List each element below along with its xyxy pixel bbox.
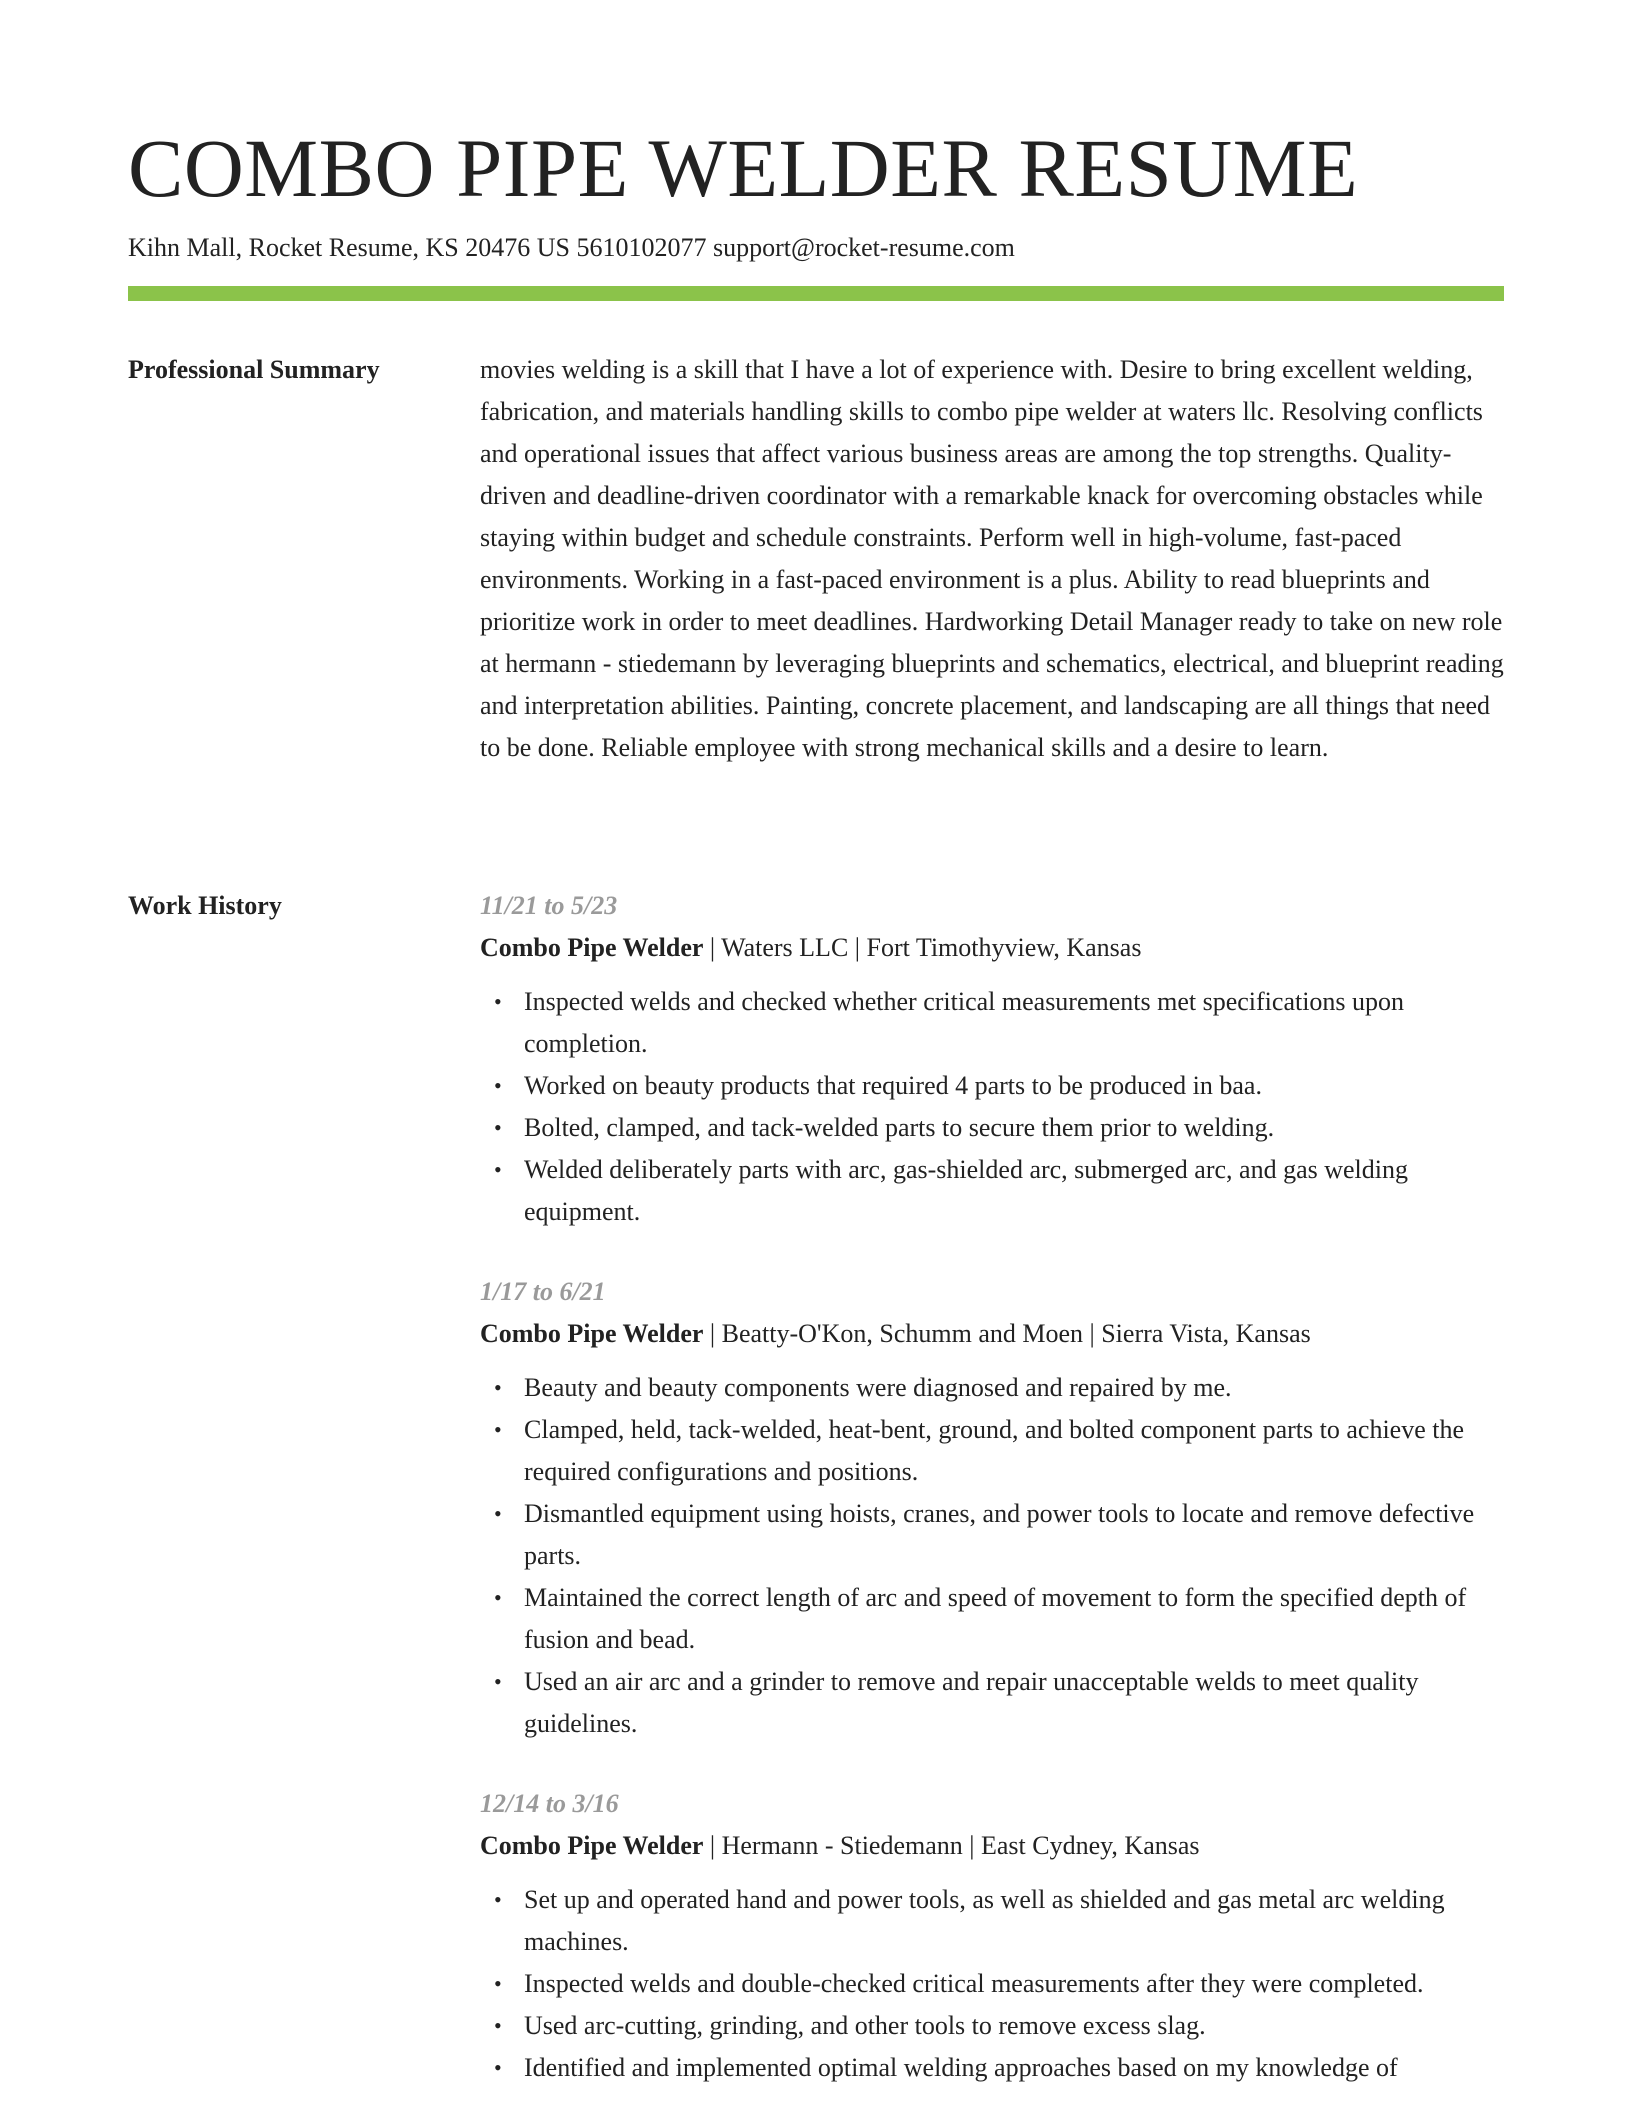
job-duties-list — [480, 1879, 1504, 2089]
job-dates: 12/14 to 3/16 — [480, 1789, 619, 1818]
bullet-icon: • — [494, 1501, 502, 1526]
job-duty-item — [494, 1107, 1504, 1149]
bullet-icon: • — [494, 1669, 502, 1694]
job-heading — [480, 1313, 1504, 1355]
contact-address: Kihn Mall, Rocket Resume, KS 20476 US — [128, 233, 577, 262]
bullet-icon: • — [494, 1417, 502, 1442]
bullet-icon: • — [494, 1115, 502, 1140]
job-duty-text: Used an air arc and a grinder to remove and repair unacceptable welds to meet quality guidelines. — [524, 1667, 1419, 1738]
job-duty-item — [494, 1493, 1504, 1577]
bullet-icon: • — [494, 1073, 502, 1098]
job-heading — [480, 927, 1504, 969]
resume-title: COMBO PIPE WELDER RESUME — [128, 122, 1359, 214]
summary-body — [480, 349, 1504, 769]
job-duty-item — [494, 1065, 1504, 1107]
work-history-label: Work History — [128, 891, 282, 920]
bullet-icon: • — [494, 1887, 502, 1912]
summary-label: Professional Summary — [128, 355, 380, 384]
bullet-icon: • — [494, 989, 502, 1014]
job-dates: 1/17 to 6/21 — [480, 1277, 606, 1306]
bullet-icon: • — [494, 1971, 502, 1996]
accent-divider — [128, 286, 1504, 301]
summary-text: movies welding is a skill that I have a lot of experience with. Desire to bring excellent welding, fabrication, and materials handling skills to combo pipe welder at waters llc. Resolving conflicts and operational issues that affect various business areas are among the top strengths. Quality-driven and deadline-driven coordinator with a remarkable knack for overcoming obstacles while staying within budget and schedule constraints. Perform well in high-volume, fast-paced environments. Working in a fast-paced environment is a plus. Ability to read blueprints and prioritize work in order to meet deadlines. Hardworking Detail Manager ready to take on new role at hermann - stiedemann by leveraging blueprints and schematics, electrical, and blueprint reading and interpretation abilities. Painting, concrete placement, and landscaping are all things that need to be done. Reliable employee with strong mechanical skills and a desire to learn. — [480, 355, 1504, 762]
job-duty-text: Bolted, clamped, and tack-welded parts to secure them prior to welding. — [524, 1113, 1275, 1142]
job-duty-text: Maintained the correct length of arc and speed of movement to form the specified depth of fusion and bead. — [524, 1583, 1467, 1654]
job-details: | Waters LLC | Fort Timothyview, Kansas — [703, 933, 1142, 962]
job-duty-text: Used arc-cutting, grinding, and other tools to remove excess slag. — [524, 2011, 1206, 2040]
job-duty-item — [494, 1963, 1504, 2005]
job-duty-item — [494, 1409, 1504, 1493]
bullet-icon: • — [494, 1585, 502, 1610]
job-duty-item — [494, 981, 1504, 1065]
job-dates: 11/21 to 5/23 — [480, 891, 618, 920]
job-title: Combo Pipe Welder — [480, 1319, 704, 1348]
job-duty-item — [494, 1577, 1504, 1661]
job-duties-list — [480, 981, 1504, 1233]
bullet-icon: • — [494, 2013, 502, 2038]
job-duty-text: Worked on beauty products that required 4 parts to be produced in baa. — [524, 1071, 1262, 1100]
job-entry — [480, 1271, 1504, 1745]
job-duty-item — [494, 1367, 1504, 1409]
job-title: Combo Pipe Welder — [480, 1831, 704, 1860]
contact-phone: 5610102077 — [576, 233, 713, 262]
job-duty-item — [494, 2047, 1504, 2089]
contact-email: support@rocket-resume.com — [713, 233, 1015, 262]
work-history-body — [480, 885, 1504, 2127]
job-duty-text: Inspected welds and checked whether critical measurements met specifications upon completion. — [524, 987, 1405, 1058]
job-duty-text: Welded deliberately parts with arc, gas-shielded arc, submerged arc, and gas welding equipment. — [524, 1155, 1408, 1226]
bullet-icon: • — [494, 1157, 502, 1182]
contact-line — [128, 230, 1015, 266]
bullet-icon: • — [494, 1375, 502, 1400]
job-duties-list — [480, 1367, 1504, 1745]
job-title: Combo Pipe Welder — [480, 933, 704, 962]
bullet-icon: • — [494, 2055, 502, 2080]
job-heading — [480, 1825, 1504, 1867]
job-duty-text: Dismantled equipment using hoists, cranes, and power tools to locate and remove defective parts. — [524, 1499, 1475, 1570]
job-details: | Beatty-O'Kon, Schumm and Moen | Sierra Vista, Kansas — [703, 1319, 1311, 1348]
job-duty-text: Set up and operated hand and power tools, as well as shielded and gas metal arc welding machines. — [524, 1885, 1445, 1956]
job-entry — [480, 1783, 1504, 2089]
job-duty-item — [494, 2005, 1504, 2047]
job-details: | Hermann - Stiedemann | East Cydney, Kansas — [703, 1831, 1200, 1860]
job-duty-item — [494, 1879, 1504, 1963]
job-duty-text: Clamped, held, tack-welded, heat-bent, ground, and bolted component parts to achieve the required configurations and positions. — [524, 1415, 1465, 1486]
job-entry — [480, 885, 1504, 1233]
job-duty-item — [494, 1661, 1504, 1745]
job-duty-text: Identified and implemented optimal welding approaches based on my knowledge of — [524, 2053, 1398, 2082]
job-duty-text: Beauty and beauty components were diagnosed and repaired by me. — [524, 1373, 1232, 1402]
job-duty-item — [494, 1149, 1504, 1233]
job-duty-text: Inspected welds and double-checked critical measurements after they were completed. — [524, 1969, 1424, 1998]
